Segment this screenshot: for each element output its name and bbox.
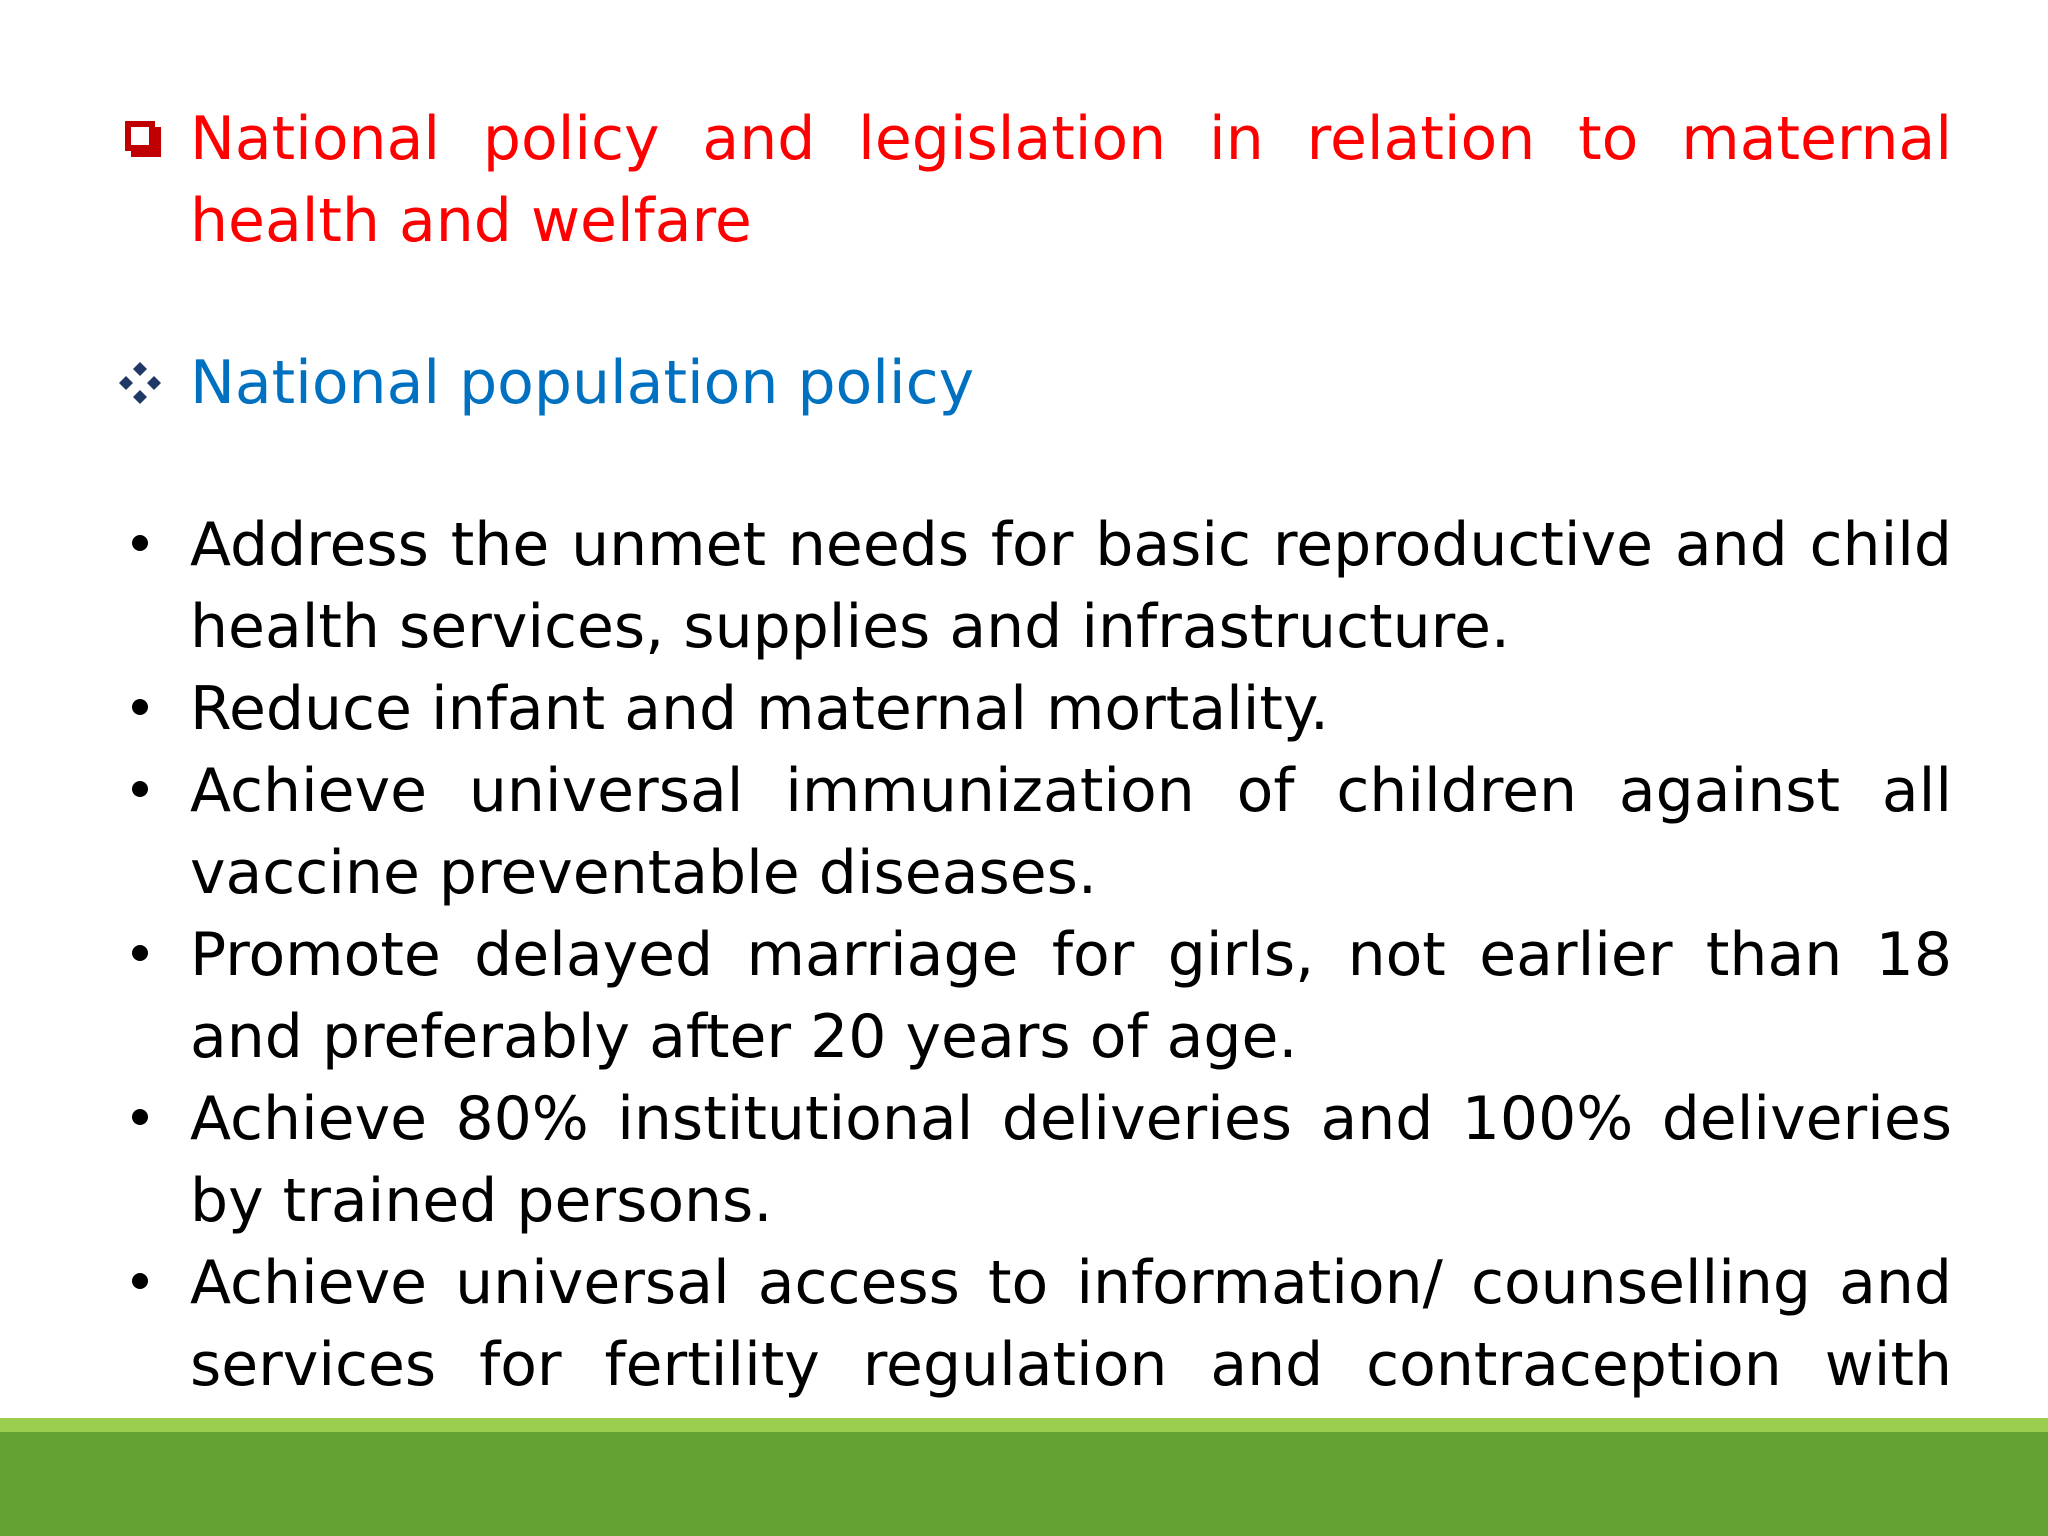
- bullet-dot-icon: [110, 504, 170, 586]
- bullet-item: [110, 668, 1952, 750]
- bullet-item: [110, 1078, 1952, 1242]
- heading-text: National policy and legislation in relation to maternal health and welfare: [190, 104, 1952, 256]
- subheading-text: National population policy: [190, 348, 975, 418]
- bullet-item: [110, 914, 1952, 1078]
- four-diamond-bullet-icon: [110, 342, 170, 424]
- bullet-dot-icon: [110, 1242, 170, 1324]
- bullet-dot-icon: [110, 1078, 170, 1160]
- bullet-text: Achieve 80% institutional deliveries and 100% deliveries by trained persons.: [190, 1084, 1952, 1236]
- bullet-list: [110, 504, 1952, 1488]
- bullet-dot-icon: [110, 750, 170, 832]
- bullet-dot-icon: [110, 914, 170, 996]
- bullet-text: Achieve universal access to information/ counselling and services for fertility regulation and contraception with: [190, 1248, 1952, 1400]
- bullet-text: Achieve universal immunization of children against all vaccine preventable diseases.: [190, 756, 1952, 908]
- bullet-item: [110, 750, 1952, 914]
- slide-heading: [110, 98, 1952, 262]
- checkbox-bullet-icon: [110, 98, 170, 180]
- bullet-text: Promote delayed marriage for girls, not earlier than 18 and preferably after 20 years of age.: [190, 920, 1952, 1072]
- bullet-item: [110, 504, 1952, 668]
- bullet-dot-icon: [110, 668, 170, 750]
- bullet-text: Reduce infant and maternal mortality.: [190, 674, 1329, 744]
- footer-accent-stripe: [0, 1418, 2048, 1432]
- slide-content: [110, 98, 1952, 1488]
- section-subheading: [110, 342, 1952, 424]
- bullet-text: Address the unmet needs for basic reproductive and child health services, supplies and infrastructure.: [190, 510, 1952, 662]
- footer-band: [0, 1432, 2048, 1536]
